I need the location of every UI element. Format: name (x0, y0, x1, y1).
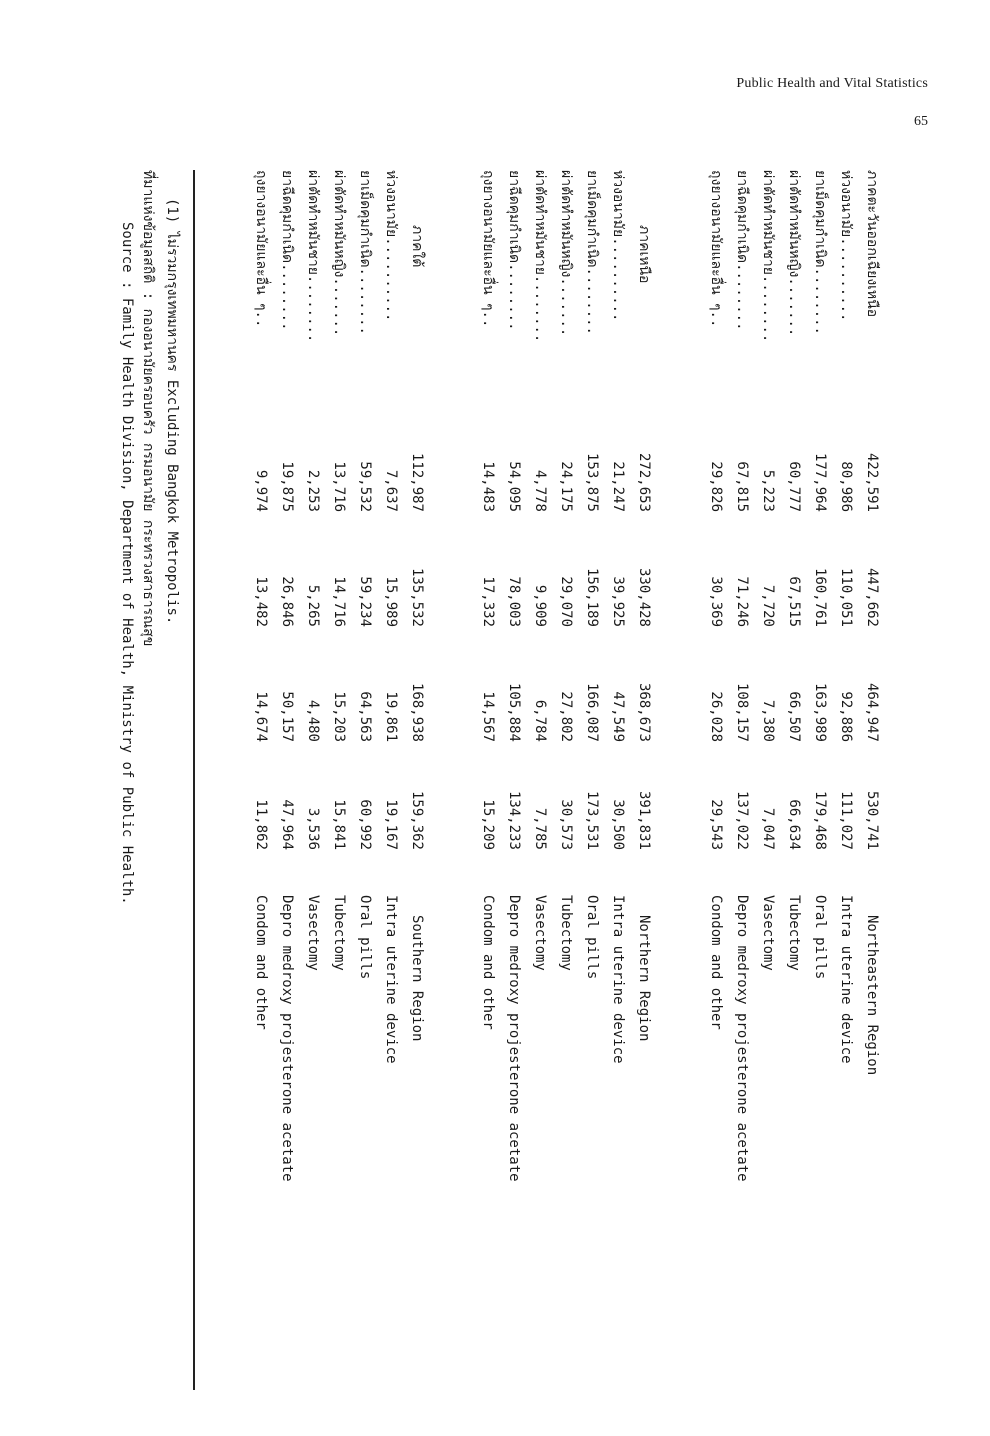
region-total-value: 530,741 (864, 790, 880, 850)
cell-value: 21,247 (610, 461, 626, 512)
cell-value: 11,862 (253, 799, 269, 850)
row-label-en: Intra uterine device (383, 895, 399, 1064)
cell-value: 64,563 (357, 691, 373, 742)
region-total-value: 447,662 (864, 567, 880, 627)
cell-value: 47,964 (279, 799, 295, 850)
cell-value: 163,989 (812, 682, 828, 742)
cell-value: 4,778 (532, 469, 548, 512)
cell-value: 80,986 (838, 461, 854, 512)
row-label-en: Vasectomy (305, 895, 321, 971)
region-total-value: 272,653 (636, 452, 652, 512)
region-total-value: 330,428 (636, 567, 652, 627)
row-label-thai: ผ่าตัดทำหมันชาย........ (760, 170, 776, 343)
cell-value: 177,964 (812, 452, 828, 512)
row-label-thai: ถุงยางอนามัยและอื่น ๆ.. (253, 170, 269, 328)
row-label-en: Condom and other (480, 895, 496, 1030)
region-label-thai: ภาคเหนือ (636, 225, 652, 284)
cell-value: 30,500 (610, 799, 626, 850)
region-label-en: Southern Region (409, 915, 425, 1042)
cell-value: 66,507 (786, 691, 802, 742)
cell-value: 15,989 (383, 576, 399, 627)
row-label-thai: ผ่าตัดทำหมันหญิง....... (331, 170, 347, 337)
table-row (833, 170, 859, 1390)
cell-value: 78,003 (506, 576, 522, 627)
row-label-thai: ถุงยางอนามัยและอื่น ๆ.. (480, 170, 496, 328)
cell-value: 26,846 (279, 576, 295, 627)
cell-value: 108,157 (734, 682, 750, 742)
row-label-thai: ผ่าตัดทำหมันชาย........ (305, 170, 321, 343)
table-row (807, 170, 833, 1390)
region-row (404, 170, 430, 1390)
footnote-1: (1) ไม่รวมกรุงเทพมหานคร Excluding Bangkok Metropolis. (164, 198, 180, 625)
region-total-value: 422,591 (864, 452, 880, 512)
table-row (553, 170, 579, 1390)
cell-value: 60,777 (786, 461, 802, 512)
table-row (352, 170, 378, 1390)
cell-value: 29,543 (708, 799, 724, 850)
table-row (274, 170, 300, 1390)
cell-value: 110,051 (838, 567, 854, 627)
table-row (729, 170, 755, 1390)
row-label-en: Depro medroxy projesterone acetate (734, 895, 750, 1182)
cell-value: 17,332 (480, 576, 496, 627)
table-row (579, 170, 605, 1390)
cell-value: 92,886 (838, 691, 854, 742)
table-row (605, 170, 631, 1390)
table-row (378, 170, 404, 1390)
region-total-value: 368,673 (636, 682, 652, 742)
cell-value: 137,022 (734, 790, 750, 850)
cell-value: 14,567 (480, 691, 496, 742)
row-label-thai: ยาฉีดคุมกำเนิด........ (734, 170, 750, 331)
row-label-thai: ยาฉีดคุมกำเนิด........ (279, 170, 295, 331)
row-label-en: Condom and other (253, 895, 269, 1030)
region-label-en: Northeastern Region (864, 915, 880, 1076)
cell-value: 19,861 (383, 691, 399, 742)
row-label-en: Tubectomy (558, 895, 574, 971)
region-label-thai: ภาคใต้ (409, 225, 425, 268)
cell-value: 7,785 (532, 807, 548, 850)
row-label-en: Condom and other (708, 895, 724, 1030)
cell-value: 67,815 (734, 461, 750, 512)
cell-value: 60,992 (357, 799, 373, 850)
cell-value: 15,209 (480, 799, 496, 850)
cell-value: 27,802 (558, 691, 574, 742)
row-label-en: Intra uterine device (610, 895, 626, 1064)
cell-value: 19,167 (383, 799, 399, 850)
cell-value: 50,157 (279, 691, 295, 742)
cell-value: 5,223 (760, 469, 776, 512)
cell-value: 47,549 (610, 691, 626, 742)
region-total-value: 168,938 (409, 682, 425, 742)
cell-value: 105,884 (506, 682, 522, 742)
cell-value: 14,483 (480, 461, 496, 512)
cell-value: 173,531 (584, 790, 600, 850)
row-label-en: Intra uterine device (838, 895, 854, 1064)
row-label-en: Oral pills (584, 895, 600, 980)
cell-value: 15,203 (331, 691, 347, 742)
row-label-en: Depro medroxy projesterone acetate (506, 895, 522, 1182)
cell-value: 2,253 (305, 469, 321, 512)
page-header (736, 76, 928, 130)
row-label-thai: ยาเม็ดคุมกำเนิด........ (584, 170, 600, 335)
cell-value: 7,720 (760, 584, 776, 627)
row-label-thai: ยาเม็ดคุมกำเนิด........ (812, 170, 828, 335)
cell-value: 13,482 (253, 576, 269, 627)
cell-value: 15,841 (331, 799, 347, 850)
region-label-thai: ภาคตะวันออกเฉียงเหนือ (864, 170, 880, 318)
cell-value: 59,234 (357, 576, 373, 627)
row-label-thai: ห่วงอนามัย.......... (610, 170, 626, 322)
row-label-en: Tubectomy (786, 895, 802, 971)
cell-value: 5,265 (305, 584, 321, 627)
footnote-source-thai: ที่มาแห่งข้อมูลสถิติ : กองอนามัยครอบครัว กรมอนามัย กระทรวงสาธารณสุข (140, 170, 156, 647)
cell-value: 71,246 (734, 576, 750, 627)
cell-value: 19,875 (279, 461, 295, 512)
row-label-thai: ห่วงอนามัย.......... (838, 170, 854, 322)
cell-value: 29,826 (708, 461, 724, 512)
table-row (326, 170, 352, 1390)
cell-value: 14,716 (331, 576, 347, 627)
cell-value: 6,784 (532, 699, 548, 742)
row-label-thai: ผ่าตัดทำหมันหญิง....... (558, 170, 574, 337)
page-number: 65 (914, 114, 928, 129)
row-label-en: Tubectomy (331, 895, 347, 971)
row-label-en: Oral pills (357, 895, 373, 980)
running-title: Public Health and Vital Statistics (736, 76, 928, 91)
cell-value: 111,027 (838, 790, 854, 850)
table-row (527, 170, 553, 1390)
cell-value: 153,875 (584, 452, 600, 512)
cell-value: 24,175 (558, 461, 574, 512)
row-label-en: Depro medroxy projesterone acetate (279, 895, 295, 1182)
cell-value: 67,515 (786, 576, 802, 627)
cell-value: 134,233 (506, 790, 522, 850)
footnote-source-en: Source : Family Health Division, Department of Health, Ministry of Public Health. (119, 222, 135, 905)
region-label-en: Northern Region (636, 915, 652, 1042)
cell-value: 166,087 (584, 682, 600, 742)
cell-value: 179,468 (812, 790, 828, 850)
cell-value: 26,028 (708, 691, 724, 742)
cell-value: 7,047 (760, 807, 776, 850)
row-label-en: Vasectomy (532, 895, 548, 971)
cell-value: 13,716 (331, 461, 347, 512)
cell-value: 54,095 (506, 461, 522, 512)
table-row (781, 170, 807, 1390)
region-total-value: 135,532 (409, 567, 425, 627)
cell-value: 4,480 (305, 699, 321, 742)
region-total-value: 159,362 (409, 790, 425, 850)
table-row (300, 170, 326, 1390)
cell-value: 7,637 (383, 469, 399, 512)
cell-value: 30,573 (558, 799, 574, 850)
cell-value: 66,634 (786, 799, 802, 850)
cell-value: 3,536 (305, 807, 321, 850)
region-row (631, 170, 657, 1390)
row-label-thai: ยาเม็ดคุมกำเนิด........ (357, 170, 373, 335)
region-total-value: 391,831 (636, 790, 652, 850)
row-label-thai: ถุงยางอนามัยและอื่น ๆ.. (708, 170, 724, 328)
cell-value: 14,674 (253, 691, 269, 742)
cell-value: 59,532 (357, 461, 373, 512)
table-row (703, 170, 729, 1390)
rotated-table (105, 170, 885, 1390)
row-label-thai: ห่วงอนามัย.......... (383, 170, 399, 322)
table-row (475, 170, 501, 1390)
cell-value: 156,189 (584, 567, 600, 627)
row-label-thai: ผ่าตัดทำหมันหญิง....... (786, 170, 802, 337)
cell-value: 7,380 (760, 699, 776, 742)
region-total-value: 464,947 (864, 682, 880, 742)
cell-value: 9,909 (532, 584, 548, 627)
cell-value: 9,974 (253, 469, 269, 512)
cell-value: 39,925 (610, 576, 626, 627)
cell-value: 160,761 (812, 567, 828, 627)
cell-value: 30,369 (708, 576, 724, 627)
row-label-en: Vasectomy (760, 895, 776, 971)
row-label-en: Oral pills (812, 895, 828, 980)
cell-value: 29,070 (558, 576, 574, 627)
table-row (248, 170, 274, 1390)
region-total-value: 112,987 (409, 452, 425, 512)
row-label-thai: ผ่าตัดทำหมันชาย........ (532, 170, 548, 343)
table-rule (193, 170, 195, 1390)
table-row (755, 170, 781, 1390)
row-label-thai: ยาฉีดคุมกำเนิด........ (506, 170, 522, 331)
region-row (859, 170, 885, 1390)
table-row (501, 170, 527, 1390)
